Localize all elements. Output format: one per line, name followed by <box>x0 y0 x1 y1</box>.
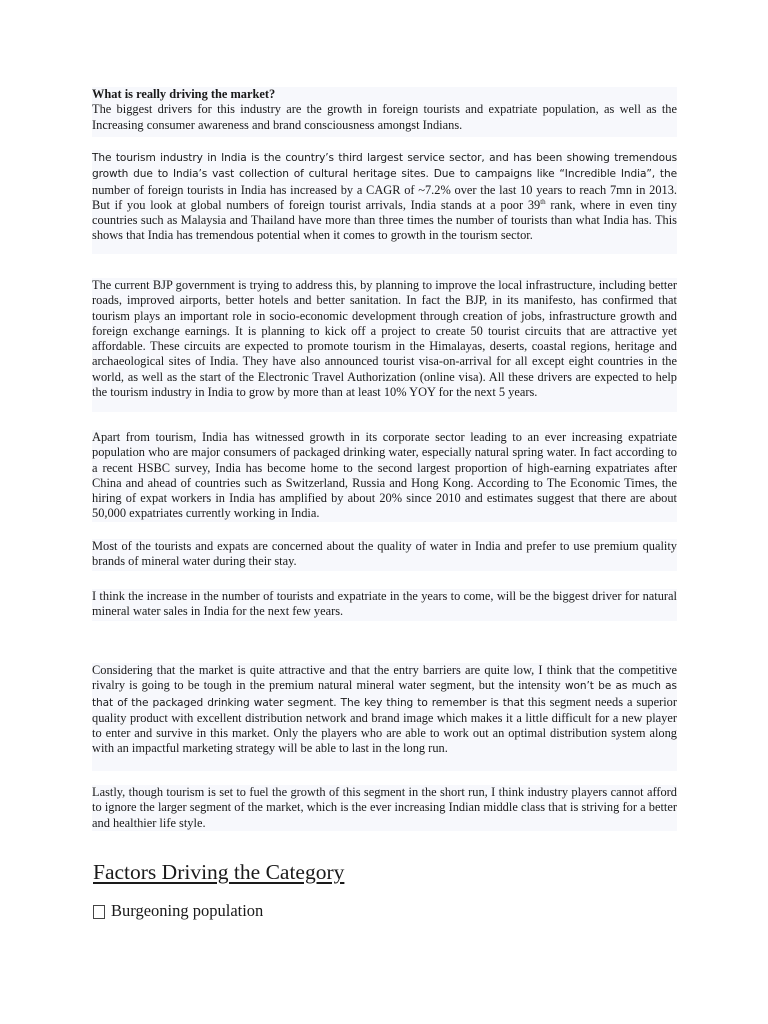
intro-section <box>92 87 677 137</box>
tourism-lead-text: The tourism industry in India is the country’s third largest service sector, and has been showing tremendous growth due to India’s vast collection of cultural heritage sites. Due to campaigns like “Incredible India”, the <box>92 152 677 181</box>
rivalry-text-part2: won’t be as much as that of the packaged drinking water segment. The key thing to remember is that <box>92 680 677 709</box>
lastly-paragraph-text: Lastly, though tourism is set to fuel the growth of this segment in the short run, I think industry players cannot afford to ignore the larger segment of the market, which is the ever increasing Indian middle class that is striving for a better and healthier life style. <box>92 785 677 830</box>
intro-paragraph: The biggest drivers for this industry are the growth in foreign tourists and expatriate population, as well as the Increasing consumer awareness and brand consciousness amongst Indians. <box>92 102 677 132</box>
bjp-paragraph-text: The current BJP government is trying to address this, by planning to improve the local infrastructure, including better roads, improved airports, better hotels and better sanitation. In fact the BJP, in its manifesto, has confirmed that tourism plays an important role in socio-economic development through creation of jobs, infrastructure growth and foreign exchange earnings. It is planning to kick off a project to create 50 tourist circuits that are attractive yet affordable. These circuits are expected to promote tourism in the Himalayas, deserts, coastal regions, heritage and archaeological sites of India. They have also announced tourist visa-on-arrival for all except eight countries in the world, as well as the start of the Electronic Travel Authorization (online visa). All these drivers are expected to help the tourism industry in India to grow by more than at least 10% YOY for the next 5 years. <box>92 278 677 400</box>
checkbox-bullet-icon <box>93 905 105 919</box>
driver-paragraph-text: I think the increase in the number of tourists and expatriate in the years to come, will be the biggest driver for natural mineral water sales in India for the next few years. <box>92 589 677 619</box>
expat-paragraph-text: Apart from tourism, India has witnessed growth in its corporate sector leading to an ever increasing expatriate population who are major consumers of packaged drinking water, especially natural spring water. In fact according to a recent HSBC survey, India has become home to the second largest proportion of high-earning expatriates after China and ahead of countries such as Switzerland, Russia and Hong Kong. According to The Economic Times, the hiring of expat workers in India has amplified by about 20% since 2010 and estimates suggest that there are about 50,000 expatriates currently working in India. <box>92 430 677 521</box>
bullet-item-label: Burgeoning population <box>111 901 264 920</box>
section-title: Factors Driving the Category <box>93 860 345 884</box>
quality-paragraph <box>92 539 677 571</box>
rivalry-text-part3: this segment needs a superior quality product with excellent distribution network and brand image which makes it a little difficult for a new player to enter and survive in this market. Only the players who are able to work out an optimal distribution system along with an impactful marketing strategy will be able to last in the long run. <box>92 694 677 756</box>
rivalry-paragraph <box>92 663 677 771</box>
bullet-item <box>93 901 263 921</box>
question-heading: What is really driving the market? <box>92 87 276 101</box>
bjp-paragraph <box>92 278 677 412</box>
quality-paragraph-text: Most of the tourists and expats are concerned about the quality of water in India and prefer to use premium quality brands of mineral water during their stay. <box>92 539 677 569</box>
tourism-body-text-continued: rank, where in even tiny countries such as Malaysia and Thailand have more than three times the number of tourists than what India has. This shows that India has tremendous potential when it comes to growth in the tourism sector. <box>92 197 677 243</box>
driver-paragraph <box>92 589 677 621</box>
lastly-paragraph <box>92 785 677 831</box>
ordinal-suffix: th <box>540 197 546 206</box>
tourism-paragraph <box>92 150 677 254</box>
expat-paragraph <box>92 430 677 522</box>
rivalry-text-part1: Considering that the market is quite attractive and that the entry barriers are quite low, I think that the competitive rivalry is going to be tough in the premium natural mineral water segment, but the intensity <box>92 663 677 693</box>
tourism-body-text: number of foreign tourists in India has increased by a CAGR of ~7.2% over the last 10 years to reach 7mn in 2013. But if you look at global numbers of foreign tourist arrivals, India stands at a poor 39 <box>92 182 677 212</box>
